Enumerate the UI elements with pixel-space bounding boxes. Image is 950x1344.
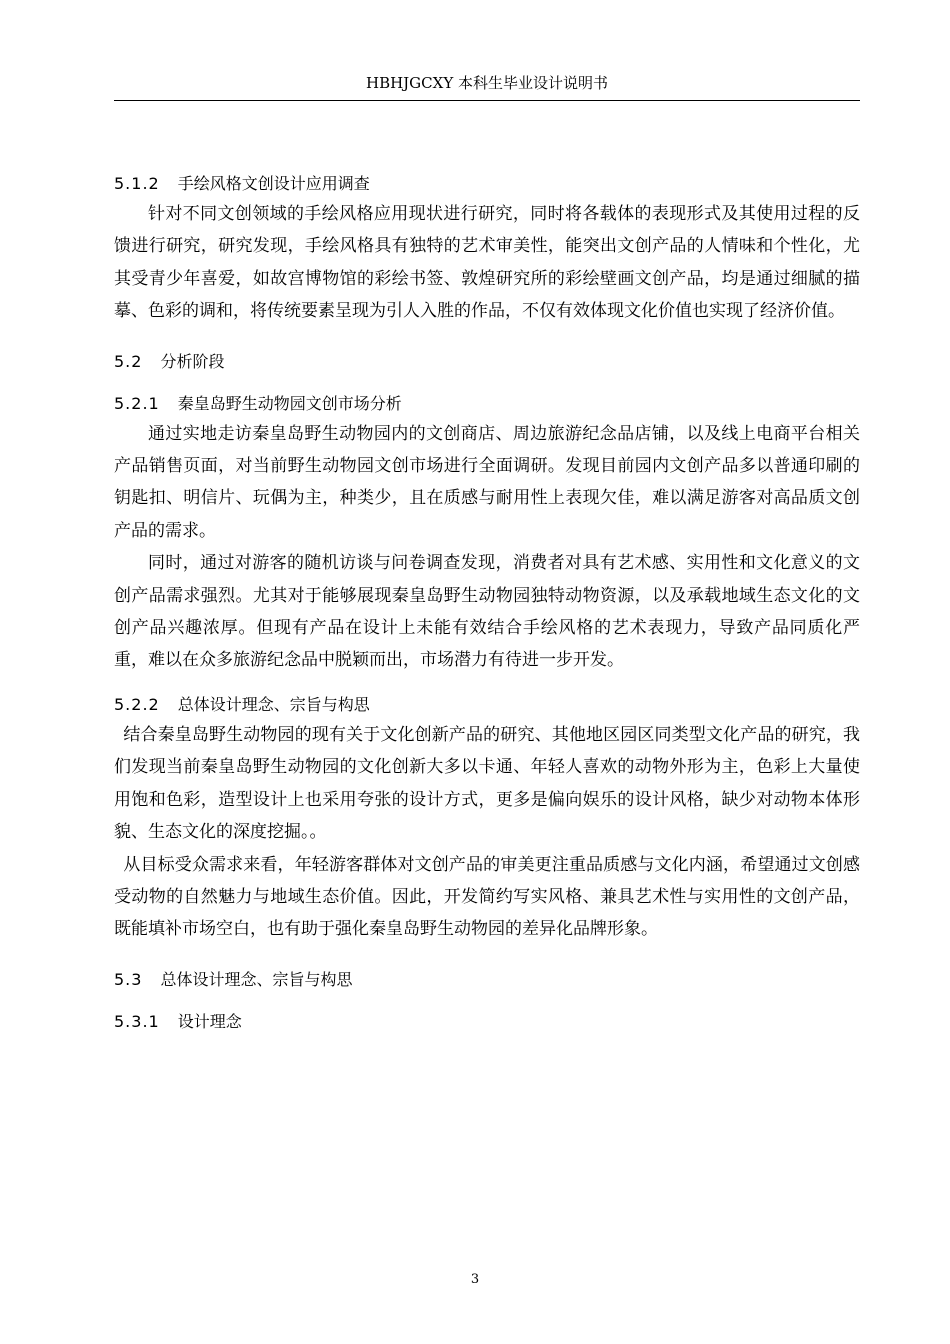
section-number: 5.2	[114, 351, 143, 371]
section-number: 5.3	[114, 969, 143, 989]
heading-5-2-2	[114, 691, 860, 719]
running-header: HBHJGCXY 本科生毕业设计说明书	[365, 74, 608, 92]
section-number: 5.2.2	[114, 694, 160, 714]
heading-5-3-1	[114, 1008, 860, 1036]
section-number: 5.2.1	[114, 393, 160, 413]
section-title: 总体设计理念、宗旨与构思	[160, 969, 353, 989]
section-number: 5.1.2	[114, 174, 160, 193]
section-number: 5.3.1	[114, 1011, 160, 1031]
paragraph: 同时，通过对游客的随机访谈与问卷调查发现，消费者对具有艺术感、实用性和文化意义的文创产品需求强烈。尤其对于能够展现秦皇岛野生动物园独特动物资源，以及承载地域生态文化的文创产品兴趣浓厚。但现有产品在设计上未能有效结合手绘风格的艺术表现力，导致产品同质化严重，难以在众多旅游纪念品中脱颖而出，市场潜力有待进一步开发。	[114, 553, 860, 671]
page-body	[114, 170, 860, 1036]
paragraph: 从目标受众需求来看，年轻游客群体对文创产品的审美更注重品质感与文化内涵，希望通过文创感受动物的自然魅力与地域生态价值。因此，开发简约写实风格、兼具艺术性与实用性的文创产品，既能填补市场空白，也有助于强化秦皇岛野生动物园的差异化品牌形象。	[114, 854, 860, 940]
section-title: 秦皇岛野生动物园文创市场分析	[177, 393, 402, 413]
section-title: 总体设计理念、宗旨与构思	[177, 694, 370, 714]
header-rule	[114, 100, 860, 101]
section-title: 手绘风格文创设计应用调查	[177, 174, 370, 193]
page-number: 3	[470, 1272, 480, 1287]
paragraph: 针对不同文创领域的手绘风格应用现状进行研究，同时将各载体的表现形式及其使用过程的反馈进行研究，研究发现，手绘风格具有独特的艺术审美性，能突出文创产品的人情味和个性化，尤其受青少年喜爱，如故宫博物馆的彩绘书签、敦煌研究所的彩绘壁画文创产品，均是通过细腻的描摹、色彩的调和，将传统要素呈现为引人入胜的作品，不仅有效体现文化价值也实现了经济价值。	[114, 204, 860, 322]
heading-5-2	[114, 348, 860, 376]
section-title: 设计理念	[177, 1011, 242, 1031]
section-title: 分析阶段	[160, 351, 225, 371]
heading-5-2-1	[114, 390, 860, 418]
heading-5-3	[114, 966, 860, 994]
heading-5-1-2	[114, 170, 860, 198]
paragraph: 通过实地走访秦皇岛野生动物园内的文创商店、周边旅游纪念品店铺，以及线上电商平台相关产品销售页面，对当前野生动物园文创市场进行全面调研。发现目前园内文创产品多以普通印刷的钥匙扣、明信片、玩偶为主，种类少，且在质感与耐用性上表现欠佳，难以满足游客对高品质文创产品的需求。	[114, 423, 860, 541]
paragraph: 结合秦皇岛野生动物园的现有关于文化创新产品的研究、其他地区园区同类型文化产品的研究，我们发现当前秦皇岛野生动物园的文化创新大多以卡通、年轻人喜欢的动物外形为主，色彩上大量使用饱和色彩，造型设计上也采用夸张的设计方式，更多是偏向娱乐的设计风格，缺少对动物本体形貌、生态文化的深度挖掘。。	[114, 724, 860, 843]
